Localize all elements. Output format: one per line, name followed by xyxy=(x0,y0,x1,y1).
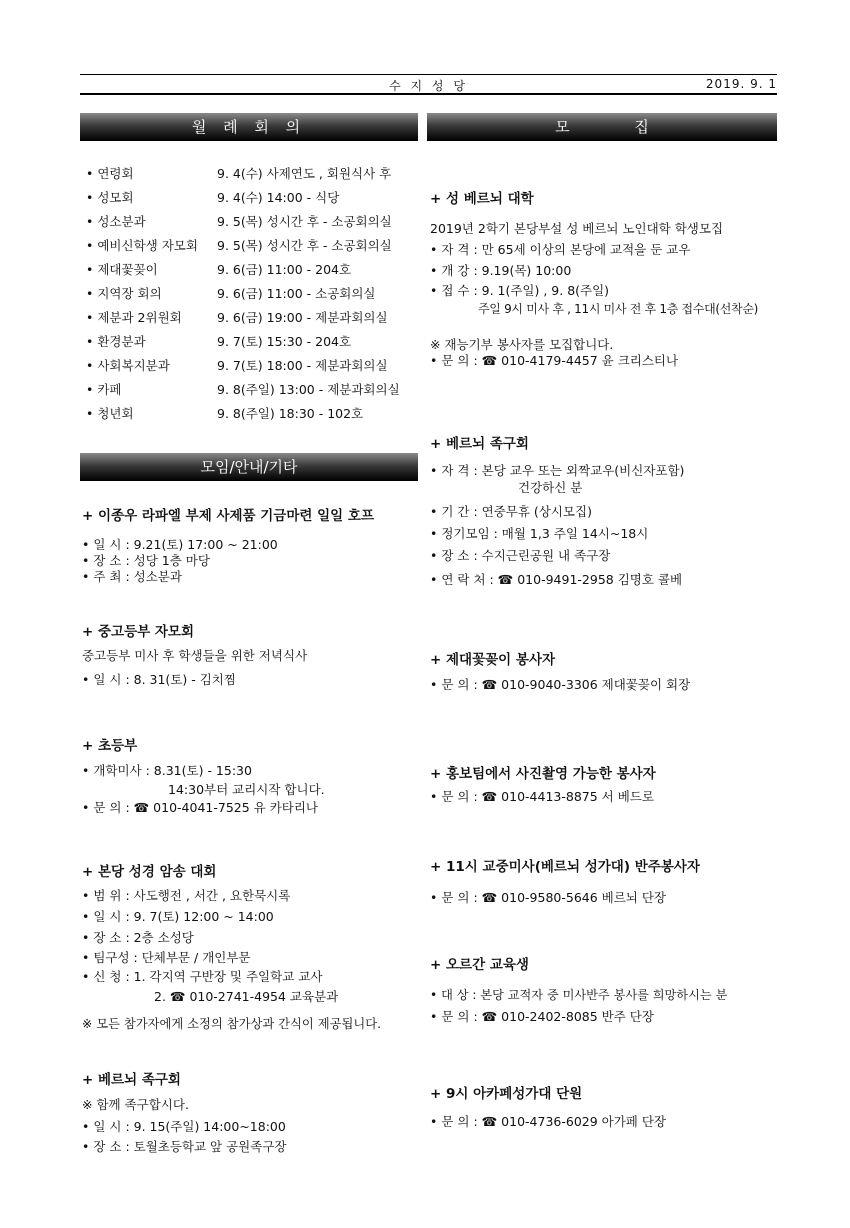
meeting-detail: 9. 5(목) 성시간 후 - 소공회의실 xyxy=(217,238,392,253)
meeting-detail: 9. 6(금) 11:00 - 204호 xyxy=(217,262,352,277)
football-right-line: • 연 락 처 : ☎ 010-9491-2958 김명호 콜베 xyxy=(430,572,683,587)
football-right-title: + 베르뇌 족구회 xyxy=(430,436,529,452)
meeting-detail: 9. 7(토) 15:30 - 204호 xyxy=(217,334,352,349)
list-item: • 제분과 2위원회 xyxy=(86,310,182,325)
bible-line: • 일 시 : 9. 7(토) 12:00 ~ 14:00 xyxy=(82,909,274,924)
meeting-detail: 9. 8(주일) 13:00 - 제분과회의실 xyxy=(217,382,400,397)
football-right-line: • 자 격 : 본당 교우 또는 외짝교우(비신자포함) xyxy=(430,463,685,478)
banner-recruit: 모 집 xyxy=(427,113,777,141)
football-left-line: • 일 시 : 9. 15(주일) 14:00~18:00 xyxy=(82,1119,286,1134)
univ-line: 주일 9시 미사 후 , 11시 미사 전 후 1층 접수대(선착순) xyxy=(478,302,759,316)
univ-line: ※ 재능기부 봉사자를 모집합니다. xyxy=(430,337,614,352)
choir11-title: + 11시 교중미사(베르뇌 성가대) 반주봉사자 xyxy=(430,859,700,875)
choir11-line: • 문 의 : ☎ 010-9580-5646 베르뇌 단장 xyxy=(430,890,666,905)
banner-meetings: 월 례 회 의 xyxy=(80,113,418,141)
list-item: • 예비신학생 자모회 xyxy=(86,238,198,253)
univ-line: • 문 의 : ☎ 010-4179-4457 윤 크리스티나 xyxy=(430,353,679,368)
football-right-line: • 기 간 : 연중무휴 (상시모집) xyxy=(430,504,592,519)
hope-line: • 주 최 : 성소분과 xyxy=(82,569,182,584)
organ-title: + 오르간 교육생 xyxy=(430,957,529,973)
football-right-line: • 장 소 : 수지근린공원 내 족구장 xyxy=(430,548,611,563)
football-left-title: + 베르뇌 족구회 xyxy=(82,1072,181,1088)
middle-line: 중고등부 미사 후 학생들을 위한 저녁식사 xyxy=(82,648,308,663)
meeting-detail: 9. 5(목) 성시간 후 - 소공회의실 xyxy=(217,214,392,229)
header-bottom-rule xyxy=(80,93,777,95)
meeting-detail: 9. 6(금) 11:00 - 소공회의실 xyxy=(217,286,376,301)
bible-note: ※ 모든 참가자에게 소정의 참가상과 간식이 제공됩니다. xyxy=(82,1017,381,1031)
hope-line: • 일 시 : 9.21(토) 17:00 ~ 21:00 xyxy=(82,537,278,552)
list-item: • 사회복지분과 xyxy=(86,358,170,373)
altar-line: • 문 의 : ☎ 010-9040-3306 제대꽃꽂이 회장 xyxy=(430,677,691,692)
elementary-line: • 문 의 : ☎ 010-4041-7525 유 카타리나 xyxy=(82,800,318,815)
univ-line: • 접 수 : 9. 1(주일) , 9. 8(주일) xyxy=(430,283,610,298)
elementary-line: • 개학미사 : 8.31(토) - 15:30 xyxy=(82,763,252,778)
univ-line: • 자 격 : 만 65세 이상의 본당에 교적을 둔 교우 xyxy=(430,242,691,257)
meeting-detail: 9. 4(수) 14:00 - 식당 xyxy=(217,190,340,205)
meeting-detail: 9. 4(수) 사제연도 , 회원식사 후 xyxy=(217,166,392,181)
bible-title: + 본당 성경 암송 대회 xyxy=(82,864,217,880)
football-right-line: 건강하신 분 xyxy=(518,480,583,495)
organ-line: • 대 상 : 본당 교적자 중 미사반주 봉사를 희망하시는 분 xyxy=(430,988,728,1002)
list-item: • 청년회 xyxy=(86,406,134,421)
acappella-title: + 9시 아카페성가대 단원 xyxy=(430,1086,583,1102)
acappella-line: • 문 의 : ☎ 010-4736-6029 아가페 단장 xyxy=(430,1114,666,1129)
header-top-rule xyxy=(80,74,777,75)
bible-line: • 범 위 : 사도행전 , 서간 , 요한묵시록 xyxy=(82,888,291,903)
univ-line: • 개 강 : 9.19(목) 10:00 xyxy=(430,263,572,278)
bulletin-date: 2019. 9. 1 xyxy=(705,77,777,91)
football-left-line: • 장 소 : 토월초등학교 앞 공원족구장 xyxy=(82,1139,287,1154)
photo-title: + 홍보팀에서 사진촬영 가능한 봉사자 xyxy=(430,766,656,782)
middle-line: • 일 시 : 8. 31(토) - 김치찜 xyxy=(82,672,236,687)
elementary-title: + 초등부 xyxy=(82,738,138,754)
list-item: • 지역장 회의 xyxy=(86,286,162,301)
univ-line: 2019년 2학기 본당부설 성 베르뇌 노인대학 학생모집 xyxy=(430,221,724,236)
meeting-detail: 9. 6(금) 19:00 - 제분과회의실 xyxy=(217,310,388,325)
elementary-line: 14:30부터 교리시작 합니다. xyxy=(168,782,325,797)
parish-title: 수 지 성 당 xyxy=(389,79,468,93)
list-item: • 환경분과 xyxy=(86,334,146,349)
bible-line: • 신 청 : 1. 각지역 구반장 및 주일학교 교사 xyxy=(82,969,323,984)
middle-title: + 중고등부 자모회 xyxy=(82,624,194,640)
list-item: • 카페 xyxy=(86,382,122,397)
bible-line: • 장 소 : 2층 소성당 xyxy=(82,930,194,945)
meeting-detail: 9. 8(주일) 18:30 - 102호 xyxy=(217,406,364,421)
meeting-detail: 9. 7(토) 18:00 - 제분과회의실 xyxy=(217,358,388,373)
hope-line: • 장 소 : 성당 1층 마당 xyxy=(82,553,210,568)
list-item: • 연령회 xyxy=(86,166,134,181)
list-item: • 성소분과 xyxy=(86,214,146,229)
bible-line: 2. ☎ 010-2741-4954 교육분과 xyxy=(154,989,339,1004)
football-right-line: • 정기모임 : 매월 1,3 주일 14시~18시 xyxy=(430,526,649,541)
altar-title: + 제대꽃꽂이 봉사자 xyxy=(430,652,556,668)
univ-title: + 성 베르뇌 대학 xyxy=(430,191,534,207)
list-item: • 제대꽃꽂이 xyxy=(86,262,158,277)
football-left-line: ※ 함께 족구합시다. xyxy=(82,1097,189,1112)
list-item: • 성모회 xyxy=(86,190,134,205)
banner-notices: 모임/안내/기타 xyxy=(80,453,418,481)
bible-line: • 팀구성 : 단체부문 / 개인부문 xyxy=(82,950,251,965)
organ-line: • 문 의 : ☎ 010-2402-8085 반주 단장 xyxy=(430,1009,654,1024)
photo-line: • 문 의 : ☎ 010-4413-8875 서 베드로 xyxy=(430,789,654,804)
hope-title: + 이종우 라파엘 부제 사제품 기금마련 일일 호프 xyxy=(82,508,374,524)
